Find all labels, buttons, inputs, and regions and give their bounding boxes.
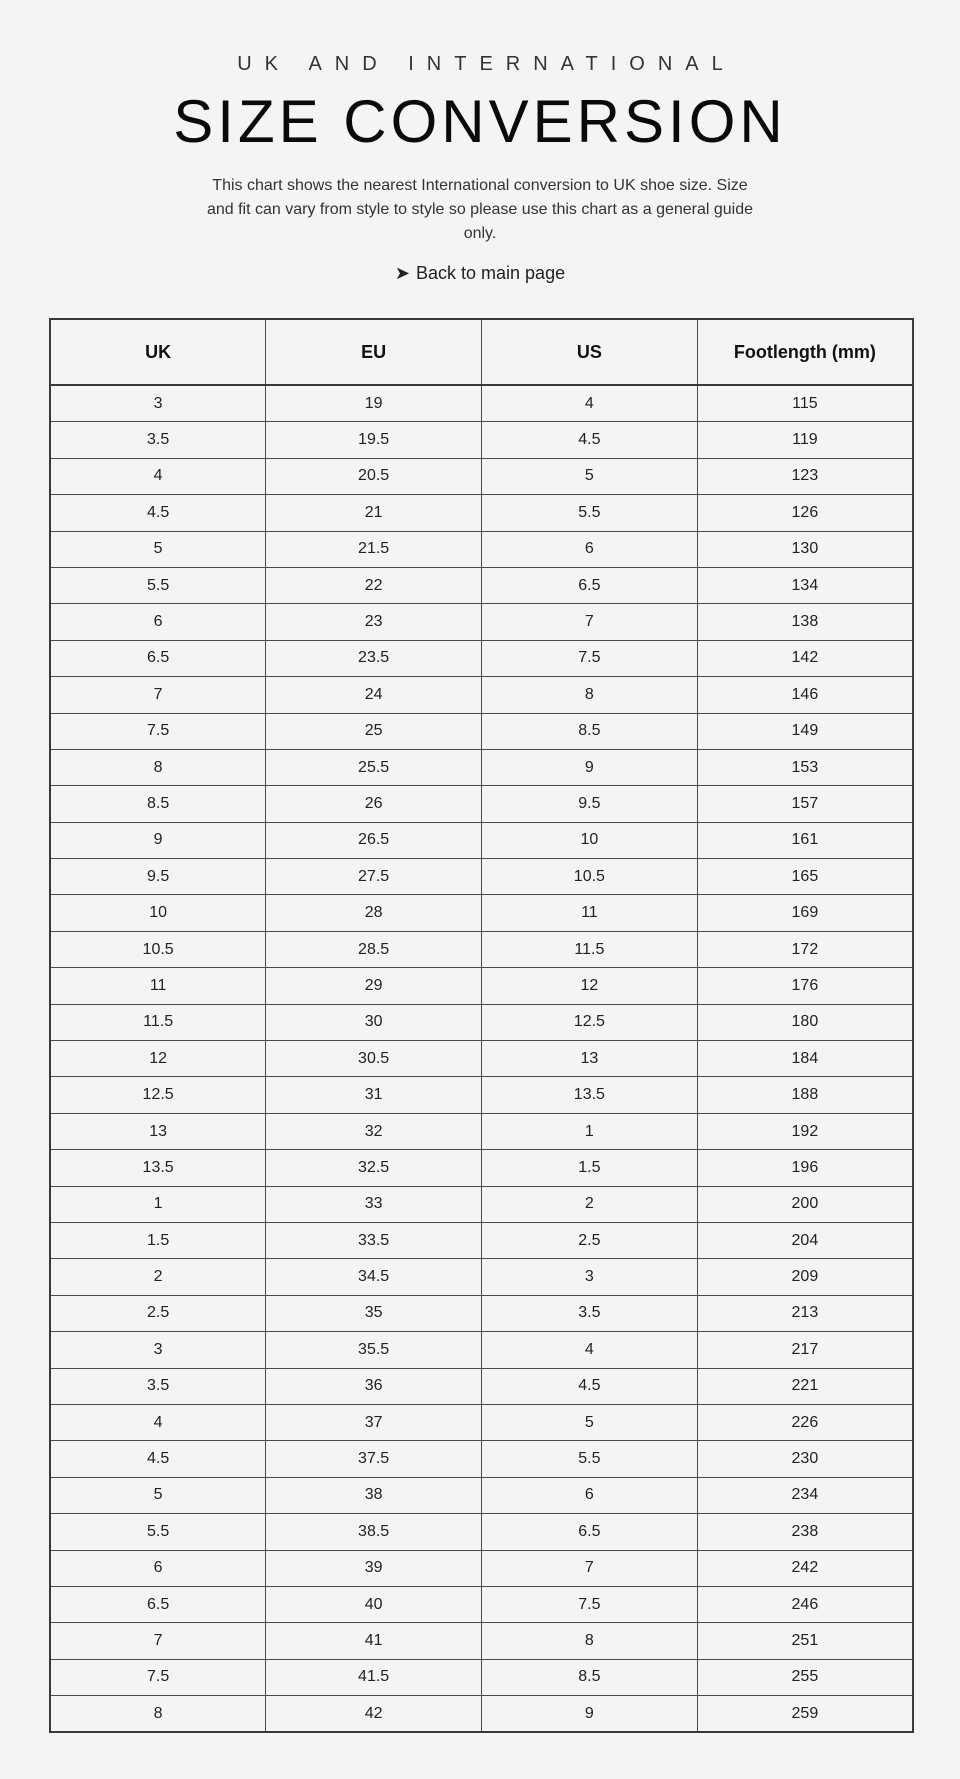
table-row — [50, 1077, 913, 1113]
cell-footlength: 204 — [697, 1222, 913, 1258]
cell-eu: 30.5 — [266, 1041, 482, 1077]
cell-footlength: 115 — [697, 385, 913, 422]
cell-us: 5.5 — [482, 495, 698, 531]
cell-footlength: 146 — [697, 677, 913, 713]
cell-uk: 8 — [50, 749, 266, 785]
cell-us: 8 — [482, 1623, 698, 1659]
back-link-label: Back to main page — [416, 263, 566, 283]
cell-us: 13.5 — [482, 1077, 698, 1113]
intro-text: This chart shows the nearest International conversion to UK shoe size. Size and fit can vary from style to style so please use this chart as a general guide only. — [206, 177, 754, 242]
cell-us: 7 — [482, 604, 698, 640]
table-row — [50, 1150, 913, 1186]
cell-us: 4.5 — [482, 1368, 698, 1404]
table-body — [50, 385, 913, 1732]
cell-us: 9.5 — [482, 786, 698, 822]
cell-eu: 41.5 — [266, 1659, 482, 1695]
table-row — [50, 1332, 913, 1368]
cell-footlength: 153 — [697, 749, 913, 785]
back-to-main-link[interactable] — [395, 260, 565, 286]
cell-footlength: 184 — [697, 1041, 913, 1077]
cell-uk: 12 — [50, 1041, 266, 1077]
cell-footlength: 221 — [697, 1368, 913, 1404]
table-row — [50, 1441, 913, 1477]
cell-eu: 23.5 — [266, 640, 482, 676]
cell-footlength: 165 — [697, 859, 913, 895]
table-row — [50, 859, 913, 895]
cell-eu: 21 — [266, 495, 482, 531]
cell-footlength: 242 — [697, 1550, 913, 1586]
cell-eu: 22 — [266, 567, 482, 603]
page-eyebrow: UK AND INTERNATIONAL — [237, 53, 736, 75]
cell-us: 8.5 — [482, 1659, 698, 1695]
cell-footlength: 230 — [697, 1441, 913, 1477]
cell-footlength: 255 — [697, 1659, 913, 1695]
cell-uk: 9.5 — [50, 859, 266, 895]
header — [0, 0, 960, 286]
cell-footlength: 130 — [697, 531, 913, 567]
cell-uk: 5 — [50, 531, 266, 567]
cell-uk: 6 — [50, 604, 266, 640]
cell-eu: 35.5 — [266, 1332, 482, 1368]
table-row — [50, 604, 913, 640]
cell-footlength: 176 — [697, 968, 913, 1004]
table-row — [50, 931, 913, 967]
table-row — [50, 713, 913, 749]
cell-uk: 13 — [50, 1113, 266, 1149]
cell-us: 7.5 — [482, 1586, 698, 1622]
cell-eu: 38 — [266, 1477, 482, 1513]
table-row — [50, 1404, 913, 1440]
size-table-container — [49, 318, 914, 1733]
cell-us: 6 — [482, 531, 698, 567]
cell-footlength: 138 — [697, 604, 913, 640]
cell-uk: 2 — [50, 1259, 266, 1295]
cell-uk: 13.5 — [50, 1150, 266, 1186]
column-header-eu: EU — [266, 319, 482, 385]
cell-uk: 6.5 — [50, 640, 266, 676]
table-row — [50, 1368, 913, 1404]
cell-uk: 4.5 — [50, 495, 266, 531]
cell-eu: 21.5 — [266, 531, 482, 567]
cell-uk: 2.5 — [50, 1295, 266, 1331]
cell-eu: 24 — [266, 677, 482, 713]
cell-footlength: 142 — [697, 640, 913, 676]
cell-uk: 1 — [50, 1186, 266, 1222]
cell-eu: 31 — [266, 1077, 482, 1113]
cell-us: 7 — [482, 1550, 698, 1586]
cell-footlength: 196 — [697, 1150, 913, 1186]
cell-eu: 32.5 — [266, 1150, 482, 1186]
cell-footlength: 192 — [697, 1113, 913, 1149]
table-row — [50, 1696, 913, 1733]
table-row — [50, 1514, 913, 1550]
table-row — [50, 531, 913, 567]
cell-us: 3 — [482, 1259, 698, 1295]
cell-footlength: 226 — [697, 1404, 913, 1440]
cell-uk: 8.5 — [50, 786, 266, 822]
cell-us: 7.5 — [482, 640, 698, 676]
cell-uk: 4.5 — [50, 1441, 266, 1477]
cell-eu: 40 — [266, 1586, 482, 1622]
column-header-footlength: Footlength (mm) — [697, 319, 913, 385]
table-row — [50, 1004, 913, 1040]
cell-footlength: 259 — [697, 1696, 913, 1733]
cell-footlength: 126 — [697, 495, 913, 531]
cell-us: 1 — [482, 1113, 698, 1149]
table-row — [50, 822, 913, 858]
cell-us: 2.5 — [482, 1222, 698, 1258]
cell-us: 9 — [482, 749, 698, 785]
table-row — [50, 458, 913, 494]
cell-eu: 19 — [266, 385, 482, 422]
cell-footlength: 213 — [697, 1295, 913, 1331]
cell-footlength: 149 — [697, 713, 913, 749]
table-row — [50, 968, 913, 1004]
cell-us: 6.5 — [482, 567, 698, 603]
table-row — [50, 786, 913, 822]
table-row — [50, 895, 913, 931]
cell-eu: 25 — [266, 713, 482, 749]
cell-eu: 35 — [266, 1295, 482, 1331]
table-row — [50, 640, 913, 676]
cell-us: 5 — [482, 1404, 698, 1440]
cell-uk: 9 — [50, 822, 266, 858]
cell-footlength: 161 — [697, 822, 913, 858]
table-row — [50, 422, 913, 458]
cell-eu: 20.5 — [266, 458, 482, 494]
cell-us: 10.5 — [482, 859, 698, 895]
cell-uk: 5 — [50, 1477, 266, 1513]
cell-eu: 37.5 — [266, 1441, 482, 1477]
cell-footlength: 157 — [697, 786, 913, 822]
cell-eu: 28 — [266, 895, 482, 931]
cell-eu: 28.5 — [266, 931, 482, 967]
cell-uk: 3.5 — [50, 1368, 266, 1404]
cell-us: 1.5 — [482, 1150, 698, 1186]
cell-footlength: 188 — [697, 1077, 913, 1113]
cell-uk: 7.5 — [50, 713, 266, 749]
table-row — [50, 1222, 913, 1258]
cell-eu: 32 — [266, 1113, 482, 1149]
cell-us: 2 — [482, 1186, 698, 1222]
cell-us: 4.5 — [482, 422, 698, 458]
cell-uk: 3 — [50, 385, 266, 422]
cell-eu: 36 — [266, 1368, 482, 1404]
cell-uk: 6.5 — [50, 1586, 266, 1622]
cell-eu: 38.5 — [266, 1514, 482, 1550]
table-row — [50, 1477, 913, 1513]
cell-uk: 12.5 — [50, 1077, 266, 1113]
cell-us: 4 — [482, 1332, 698, 1368]
cell-uk: 11 — [50, 968, 266, 1004]
cell-uk: 6 — [50, 1550, 266, 1586]
cell-uk: 3.5 — [50, 422, 266, 458]
cell-uk: 5.5 — [50, 567, 266, 603]
table-row — [50, 677, 913, 713]
table-row — [50, 495, 913, 531]
cell-uk: 8 — [50, 1696, 266, 1733]
cell-footlength: 238 — [697, 1514, 913, 1550]
cell-us: 8 — [482, 677, 698, 713]
arrow-right-icon: ➤ — [394, 263, 410, 283]
size-conversion-table — [49, 318, 914, 1733]
cell-us: 5.5 — [482, 1441, 698, 1477]
cell-eu: 19.5 — [266, 422, 482, 458]
table-row — [50, 1550, 913, 1586]
cell-footlength: 169 — [697, 895, 913, 931]
cell-uk: 10.5 — [50, 931, 266, 967]
cell-us: 12.5 — [482, 1004, 698, 1040]
cell-footlength: 246 — [697, 1586, 913, 1622]
cell-eu: 41 — [266, 1623, 482, 1659]
cell-us: 3.5 — [482, 1295, 698, 1331]
cell-eu: 33.5 — [266, 1222, 482, 1258]
table-row — [50, 567, 913, 603]
cell-us: 11.5 — [482, 931, 698, 967]
cell-us: 11 — [482, 895, 698, 931]
cell-uk: 5.5 — [50, 1514, 266, 1550]
cell-footlength: 234 — [697, 1477, 913, 1513]
cell-uk: 1.5 — [50, 1222, 266, 1258]
cell-us: 4 — [482, 385, 698, 422]
cell-uk: 4 — [50, 458, 266, 494]
cell-eu: 29 — [266, 968, 482, 1004]
table-row — [50, 1659, 913, 1695]
cell-us: 13 — [482, 1041, 698, 1077]
cell-uk: 11.5 — [50, 1004, 266, 1040]
cell-eu: 26.5 — [266, 822, 482, 858]
cell-us: 5 — [482, 458, 698, 494]
column-header-us: US — [482, 319, 698, 385]
table-row — [50, 385, 913, 422]
cell-uk: 7.5 — [50, 1659, 266, 1695]
cell-eu: 30 — [266, 1004, 482, 1040]
table-row — [50, 1586, 913, 1622]
table-header-row — [50, 319, 913, 385]
cell-eu: 23 — [266, 604, 482, 640]
cell-footlength: 217 — [697, 1332, 913, 1368]
table-row — [50, 1623, 913, 1659]
cell-footlength: 123 — [697, 458, 913, 494]
cell-eu: 37 — [266, 1404, 482, 1440]
table-row — [50, 1259, 913, 1295]
cell-eu: 39 — [266, 1550, 482, 1586]
cell-us: 6.5 — [482, 1514, 698, 1550]
cell-footlength: 119 — [697, 422, 913, 458]
cell-eu: 42 — [266, 1696, 482, 1733]
cell-uk: 10 — [50, 895, 266, 931]
table-row — [50, 1041, 913, 1077]
table-row — [50, 1295, 913, 1331]
cell-us: 6 — [482, 1477, 698, 1513]
cell-eu: 33 — [266, 1186, 482, 1222]
cell-footlength: 172 — [697, 931, 913, 967]
cell-eu: 26 — [266, 786, 482, 822]
cell-uk: 4 — [50, 1404, 266, 1440]
cell-uk: 3 — [50, 1332, 266, 1368]
page-title: SIZE CONVERSION — [173, 88, 787, 155]
cell-eu: 34.5 — [266, 1259, 482, 1295]
cell-eu: 25.5 — [266, 749, 482, 785]
cell-footlength: 200 — [697, 1186, 913, 1222]
column-header-uk: UK — [50, 319, 266, 385]
cell-uk: 7 — [50, 677, 266, 713]
cell-footlength: 209 — [697, 1259, 913, 1295]
cell-us: 12 — [482, 968, 698, 1004]
cell-us: 8.5 — [482, 713, 698, 749]
table-row — [50, 749, 913, 785]
cell-eu: 27.5 — [266, 859, 482, 895]
cell-footlength: 251 — [697, 1623, 913, 1659]
cell-footlength: 180 — [697, 1004, 913, 1040]
table-row — [50, 1186, 913, 1222]
cell-us: 10 — [482, 822, 698, 858]
cell-uk: 7 — [50, 1623, 266, 1659]
cell-footlength: 134 — [697, 567, 913, 603]
table-row — [50, 1113, 913, 1149]
cell-us: 9 — [482, 1696, 698, 1733]
